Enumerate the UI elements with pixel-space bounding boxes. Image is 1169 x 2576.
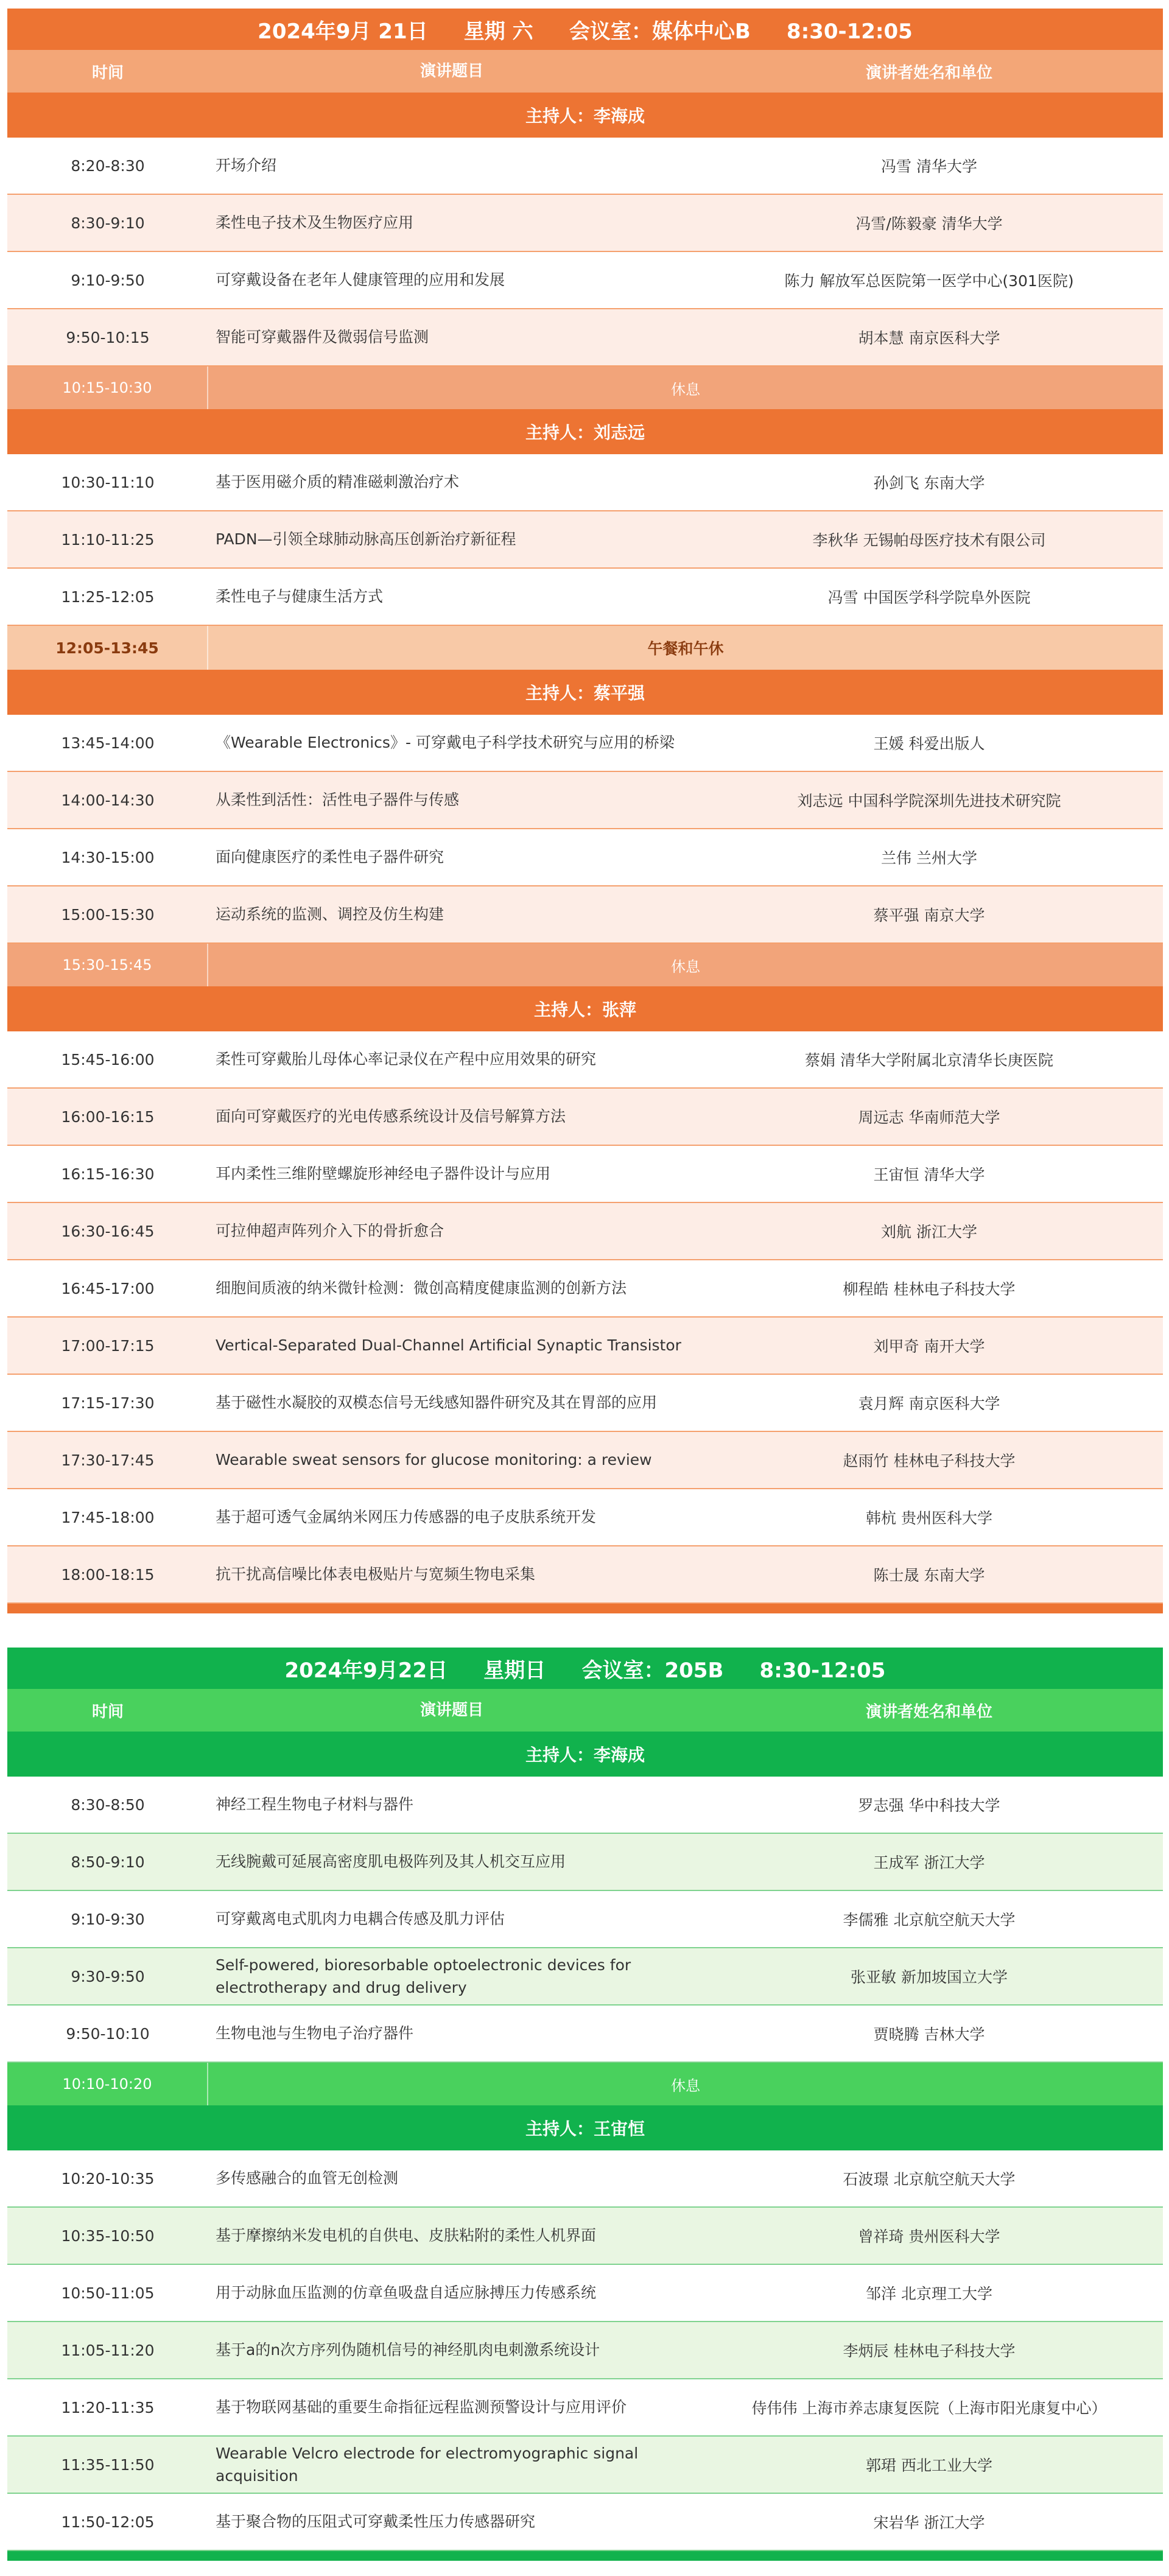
- row-speaker: 赵雨竹 桂林电子科技大学: [843, 1452, 1016, 1470]
- row-speaker: 石波璟 北京航空航天大学: [843, 2171, 1016, 2188]
- row-speaker: 宋岩华 浙江大学: [873, 2514, 985, 2532]
- row-time: 16:45-17:00: [61, 1279, 155, 1297]
- row-topic: 抗干扰高信噪比体表电极贴片与宽频生物电采集: [216, 1565, 536, 1584]
- row-time: 16:15-16:30: [61, 1165, 155, 1183]
- row-time: 8:30-8:50: [71, 1795, 145, 1814]
- header-speaker: 演讲者姓名和单位: [865, 1702, 992, 1721]
- row-time: 8:30-9:10: [71, 214, 145, 232]
- day1-bottom-bar: [7, 1604, 1163, 1613]
- lunch-label: 午餐和午休: [647, 640, 724, 658]
- row-topic: 无线腕戴可延展高密度肌电极阵列及其人机交互应用: [216, 1853, 566, 1871]
- table-row: [7, 2494, 1163, 2551]
- row-time: 11:50-12:05: [61, 2513, 155, 2531]
- row-topic: 基于医用磁介质的精准磁刺激治疗术: [216, 473, 460, 491]
- row-speaker: 王媛 科爱出版人: [873, 735, 985, 753]
- row-speaker: 张亚敏 新加坡国立大学: [851, 1968, 1008, 1986]
- row-time: 16:30-16:45: [61, 1222, 155, 1240]
- row-speaker: 孙剑飞 东南大学: [873, 474, 985, 492]
- host-row: [7, 409, 1163, 454]
- row-time: 10:15-10:30: [7, 367, 208, 409]
- table-row: [7, 569, 1163, 626]
- table-row: [7, 1375, 1163, 1432]
- row-topic: 神经工程生物电子材料与器件: [216, 1795, 414, 1814]
- row-time: 11:10-11:25: [61, 530, 155, 549]
- row-speaker: 侍伟伟 上海市养志康复医院（上海市阳光康复中心）: [751, 2399, 1107, 2417]
- row-topic: Self-powered, bioresorbable optoelectronic devices for electrotherapy and drug delivery: [216, 1956, 631, 1996]
- table-row: [7, 309, 1163, 367]
- row-topic: 基于磁性水凝胶的双模态信号无线感知器件研究及其在胃部的应用: [216, 1394, 658, 1412]
- row-topic: 可穿戴设备在老年人健康管理的应用和发展: [216, 271, 505, 289]
- table-row: [7, 2437, 1163, 2494]
- row-speaker: 贾晓腾 吉林大学: [873, 2026, 985, 2043]
- row-speaker: 王宙恒 清华大学: [873, 1166, 985, 1184]
- header-time: 时间: [91, 1702, 124, 1721]
- table-row: [7, 454, 1163, 511]
- table-row: [7, 1891, 1163, 1948]
- row-time: 14:00-14:30: [61, 791, 155, 809]
- row-topic: 多传感融合的血管无创检测: [216, 2169, 399, 2188]
- row-speaker: 陈士晟 东南大学: [873, 1567, 985, 1584]
- day2-rows: [7, 1732, 1163, 2551]
- host-label: 主持人：李海成: [525, 106, 645, 126]
- row-time: 10:20-10:35: [61, 2169, 155, 2188]
- break-row: [7, 2063, 1163, 2105]
- day2-title-bar: [7, 1648, 1163, 1689]
- schedule-day1: [7, 9, 1163, 1613]
- row-speaker: 王成军 浙江大学: [873, 1854, 985, 1872]
- table-row: [7, 1777, 1163, 1834]
- row-time: 10:30-11:10: [61, 473, 155, 491]
- row-speaker: 冯雪 中国医学科学院阜外医院: [827, 589, 1031, 606]
- row-topic: 智能可穿戴器件及微弱信号监测: [216, 328, 429, 346]
- table-row: [7, 2379, 1163, 2437]
- row-speaker: 曾祥琦 贵州医科大学: [858, 2228, 1000, 2245]
- row-topic: 面向可穿戴医疗的光电传感系统设计及信号解算方法: [216, 1107, 566, 1126]
- row-time: 18:00-18:15: [61, 1565, 155, 1584]
- row-topic: 柔性电子技术及生物医疗应用: [216, 214, 414, 232]
- table-row: [7, 252, 1163, 309]
- row-speaker: 兰伟 兰州大学: [881, 849, 977, 867]
- row-speaker: 李儒雅 北京航空航天大学: [843, 1911, 1016, 1929]
- row-topic: 从柔性到活性：活性电子器件与传感: [216, 791, 460, 809]
- table-row: [7, 1031, 1163, 1089]
- row-topic: 基于物联网基础的重要生命指征远程监测预警设计与应用评价: [216, 2398, 627, 2416]
- host-label: 主持人：刘志远: [525, 423, 645, 443]
- row-speaker: 韩杭 贵州医科大学: [866, 1509, 992, 1527]
- row-time: 9:30-9:50: [71, 1967, 145, 1985]
- row-speaker: 袁月辉 南京医科大学: [858, 1395, 1000, 1413]
- row-time: 11:20-11:35: [61, 2398, 155, 2416]
- table-row: [7, 1260, 1163, 1318]
- row-time: 10:10-10:20: [7, 2063, 208, 2105]
- row-time: 11:25-12:05: [61, 588, 155, 606]
- row-speaker: 冯雪 清华大学: [881, 158, 977, 175]
- host-label: 主持人：蔡平强: [525, 683, 645, 703]
- table-row: [7, 1203, 1163, 1260]
- row-speaker: 李秋华 无锡帕母医疗技术有限公司: [812, 532, 1046, 549]
- row-topic: Wearable sweat sensors for glucose monitoring: a review: [216, 1451, 652, 1469]
- row-speaker: 柳程皓 桂林电子科技大学: [843, 1280, 1016, 1298]
- break-row: [7, 367, 1163, 409]
- row-time: 10:35-10:50: [61, 2227, 155, 2245]
- day1-title-bar: [7, 9, 1163, 50]
- table-row: [7, 1546, 1163, 1604]
- table-row: [7, 195, 1163, 252]
- day2-bottom-bar: [7, 2551, 1163, 2561]
- row-time: 15:45-16:00: [61, 1050, 155, 1069]
- row-time: 9:50-10:10: [66, 2024, 150, 2043]
- table-row: [7, 2006, 1163, 2063]
- day2-title: 2024年9月22日 星期日 会议室：205B 8:30-12:05: [284, 1658, 886, 1683]
- day1-rows: [7, 93, 1163, 1604]
- header-topic: 演讲题目: [420, 1700, 483, 1719]
- row-topic: 可拉伸超声阵列介入下的骨折愈合: [216, 1222, 444, 1240]
- row-topic: 基于超可透气金属纳米网压力传感器的电子皮肤系统开发: [216, 1508, 597, 1526]
- table-row: [7, 1089, 1163, 1146]
- row-time: 13:45-14:00: [61, 734, 155, 752]
- header-time: 时间: [91, 63, 124, 82]
- day1-title: 2024年9月 21日 星期 六 会议室：媒体中心B 8:30-12:05: [258, 19, 913, 44]
- host-label: 主持人：李海成: [525, 1745, 645, 1765]
- host-row: [7, 986, 1163, 1031]
- row-topic: Vertical-Separated Dual-Channel Artificial Synaptic Transistor: [216, 1336, 681, 1355]
- row-topic: 柔性电子与健康生活方式: [216, 588, 384, 606]
- row-speaker: 刘志远 中国科学院深圳先进技术研究院: [797, 792, 1061, 810]
- row-topic: 用于动脉血压监测的仿章鱼吸盘自适应脉搏压力传感系统: [216, 2284, 597, 2302]
- table-row: [7, 829, 1163, 886]
- table-row: [7, 1146, 1163, 1203]
- row-topic: PADN—引领全球肺动脉高压创新治疗新征程: [216, 530, 516, 549]
- header-speaker: 演讲者姓名和单位: [865, 63, 992, 82]
- row-time: 11:35-11:50: [61, 2455, 155, 2474]
- row-topic: 基于聚合物的压阻式可穿戴柔性压力传感器研究: [216, 2513, 536, 2531]
- row-topic: 面向健康医疗的柔性电子器件研究: [216, 848, 444, 866]
- row-topic: 《Wearable Electronics》- 可穿戴电子科学技术研究与应用的桥梁: [216, 734, 675, 752]
- row-speaker: 冯雪/陈毅豪 清华大学: [855, 215, 1003, 233]
- row-speaker: 郭珺 西北工业大学: [866, 2457, 992, 2474]
- table-row: [7, 772, 1163, 829]
- day2-column-header: [7, 1689, 1163, 1732]
- row-speaker: 邹洋 北京理工大学: [866, 2285, 992, 2303]
- table-row: [7, 2150, 1163, 2208]
- table-row: [7, 1489, 1163, 1546]
- row-time: 8:20-8:30: [71, 156, 145, 175]
- row-speaker: 罗志强 华中科技大学: [858, 1797, 1000, 1814]
- table-row: [7, 2265, 1163, 2322]
- table-row: [7, 138, 1163, 195]
- row-time: 17:30-17:45: [61, 1451, 155, 1469]
- break-row: [7, 944, 1163, 986]
- row-time: 8:50-9:10: [71, 1853, 145, 1871]
- row-topic: 基于a的n次方序列伪随机信号的神经肌肉电刺激系统设计: [216, 2341, 600, 2359]
- row-speaker: 蔡平强 南京大学: [873, 907, 985, 924]
- row-topic: 细胞间质液的纳米微针检测：微创高精度健康监测的创新方法: [216, 1279, 627, 1297]
- day1-column-header: [7, 50, 1163, 93]
- host-row: [7, 670, 1163, 715]
- table-row: [7, 1432, 1163, 1489]
- row-topic: 耳内柔性三维附壁螺旋形神经电子器件设计与应用: [216, 1165, 551, 1183]
- row-topic: 生物电池与生物电子治疗器件: [216, 2024, 414, 2043]
- break-label: 休息: [671, 2077, 700, 2094]
- row-time: 9:10-9:30: [71, 1910, 145, 1928]
- row-time: 12:05-13:45: [7, 626, 208, 670]
- break-label: 休息: [671, 381, 700, 398]
- table-row: [7, 715, 1163, 772]
- host-row: [7, 2105, 1163, 2150]
- row-time: 9:10-9:50: [71, 271, 145, 289]
- row-time: 14:30-15:00: [61, 848, 155, 866]
- row-topic: 柔性可穿戴胎儿母体心率记录仪在产程中应用效果的研究: [216, 1050, 597, 1069]
- table-row: [7, 886, 1163, 944]
- row-time: 11:05-11:20: [61, 2341, 155, 2359]
- row-speaker: 刘航 浙江大学: [881, 1223, 977, 1241]
- table-row: [7, 1948, 1163, 2006]
- row-speaker: 李炳辰 桂林电子科技大学: [843, 2342, 1016, 2360]
- row-topic: 基于摩擦纳米发电机的自供电、皮肤粘附的柔性人机界面: [216, 2227, 597, 2245]
- break-label: 休息: [671, 958, 700, 975]
- row-speaker: 周远志 华南师范大学: [858, 1109, 1000, 1126]
- table-row: [7, 2322, 1163, 2379]
- table-row: [7, 1318, 1163, 1375]
- row-topic: 可穿戴离电式肌肉力电耦合传感及肌力评估: [216, 1910, 505, 1928]
- table-row: [7, 2208, 1163, 2265]
- row-time: 17:00-17:15: [61, 1336, 155, 1355]
- row-speaker: 刘甲奇 南开大学: [873, 1338, 985, 1355]
- row-time: 17:45-18:00: [61, 1508, 155, 1526]
- host-label: 主持人：王宙恒: [525, 2119, 645, 2139]
- row-speaker: 蔡娟 清华大学附属北京清华长庚医院: [805, 1051, 1053, 1069]
- row-speaker: 陈力 解放军总医院第一医学中心(301医院): [784, 272, 1074, 290]
- table-row: [7, 1834, 1163, 1891]
- row-topic: Wearable Velcro electrode for electromyographic signal acquisition: [216, 2444, 639, 2485]
- host-row: [7, 1732, 1163, 1777]
- row-topic: 开场介绍: [216, 156, 277, 175]
- host-row: [7, 93, 1163, 138]
- row-time: 15:30-15:45: [7, 944, 208, 986]
- row-time: 10:50-11:05: [61, 2284, 155, 2302]
- row-time: 16:00-16:15: [61, 1107, 155, 1126]
- row-speaker: 胡本慧 南京医科大学: [858, 329, 1000, 347]
- row-time: 15:00-15:30: [61, 905, 155, 924]
- table-row: [7, 511, 1163, 569]
- lunch-row: [7, 626, 1163, 670]
- schedule-day2: [7, 1648, 1163, 2561]
- host-label: 主持人：张萍: [533, 1000, 636, 1020]
- row-time: 17:15-17:30: [61, 1394, 155, 1412]
- header-topic: 演讲题目: [420, 61, 483, 80]
- row-topic: 运动系统的监测、调控及仿生构建: [216, 905, 444, 924]
- row-time: 9:50-10:15: [66, 328, 150, 346]
